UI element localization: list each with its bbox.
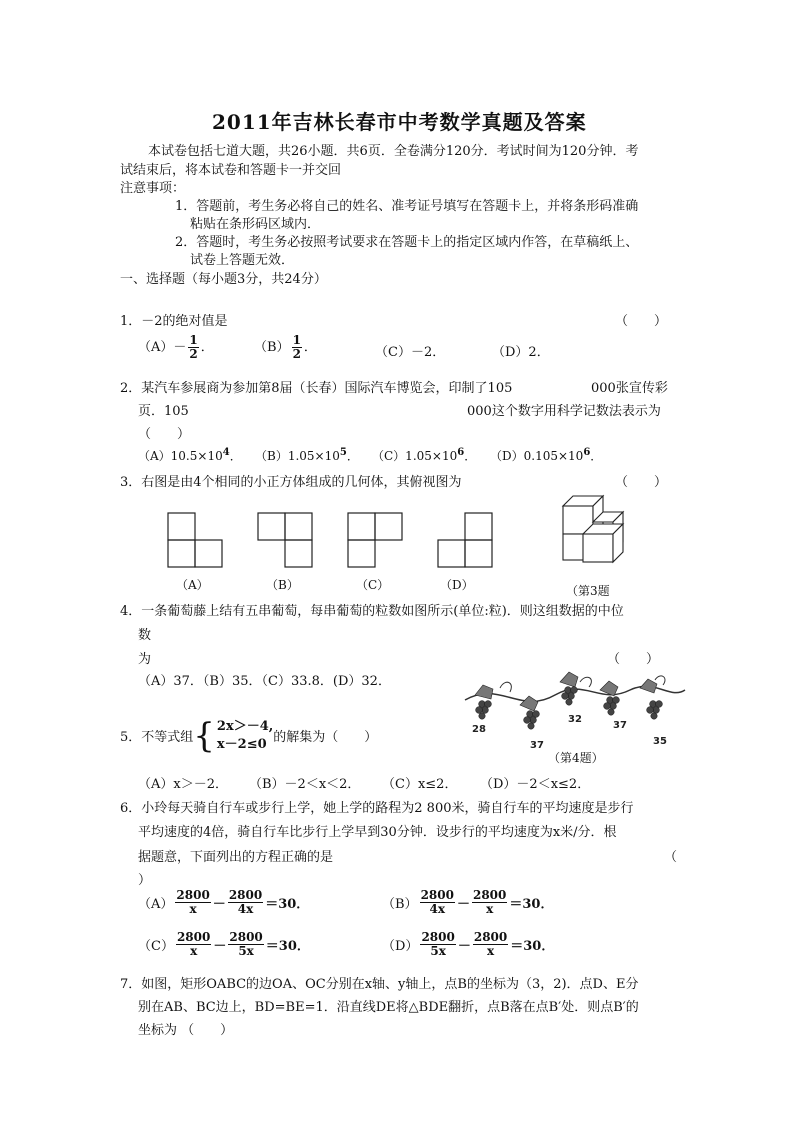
note-1-line-1: 1．答题前，考生务必将自己的姓名、准考证号填写在答题卡上，并将条形码准确 [175, 199, 639, 214]
q3-label-b: （B） [266, 578, 299, 592]
q5-stem: 5．不等式组 { 2x＞－4, x－2≤0 的解集为（ ） [120, 715, 378, 756]
q1-fraction-a: $\frac{1}{2}$ [189, 333, 198, 362]
q1-option-c: （C）－2． [375, 345, 446, 360]
q2-line-2b: 000这个数字用科学记数法表示为 [467, 404, 661, 419]
q4-line-1: 4．一条葡萄藤上结有五串葡萄，每串葡萄的粒数如图所示(单位:粒)．则这组数据的中位 [120, 604, 624, 619]
q2-line-1a: 2．某汽车参展商为参加第8届（长春）国际汽车博览会，印制了105 [120, 381, 513, 396]
q7-line-2: 别在AB、BC边上，BD=BE=1．沿直线DE将△BDE翻折，点B落在点B′处．则点B′的 [138, 1000, 639, 1015]
q2-option-a: $(A)10.5\times 10^4$． [138, 447, 242, 463]
q3-top-view-options [160, 505, 500, 575]
q1-answer-paren: （ ） [615, 314, 668, 329]
note-2-line-1: 2．答题时，考生务必按照考试要求在答题卡上的指定区域内作答，在草稿纸上、 [175, 235, 639, 250]
q7-line-1: 7．如图，矩形OABC的边OA、OC分别在x轴、y轴上，点B的坐标为（3，2)．点D、E分 [120, 977, 639, 992]
note-2-line-2: 试卷上答题无效． [190, 253, 295, 268]
q5-option-b: （B）－2＜x＜2． [249, 777, 361, 792]
q3-answer-paren: （ ） [615, 475, 668, 490]
q6-paren-open: （ [664, 850, 678, 865]
intro-line-2: 试结束后，将本试卷和答题卡一并交回 [120, 163, 342, 178]
q2-answer-paren: （ ） [138, 427, 191, 442]
q6-paren-close: ） [138, 873, 152, 888]
q3-stem: 3．右图是由4个相同的小正方体组成的几何体，其俯视图为 [120, 475, 462, 490]
q3-label-a: （A） [176, 578, 209, 592]
q4-count-4: 37 [613, 720, 627, 731]
notes-title: 注意事项： [120, 181, 186, 196]
q5-option-c: （C）x≤2． [382, 777, 458, 792]
q6-option-b: （B） $\frac{2800}{4x}$ － $\frac{2800}{x}$ ＝30． [382, 888, 554, 917]
q3-cube-solid-figure [555, 492, 635, 582]
q4-count-5: 35 [653, 736, 667, 747]
q1-option-a: （A）－ $\frac{1}{2}$ ． [138, 333, 214, 362]
q3-option-b-figure [258, 513, 312, 567]
q6-option-a: （A） $\frac{2800}{x}$ － $\frac{2800}{4x}$ ＝30． [138, 888, 310, 917]
q1-fraction-b: $\frac{1}{2}$ [292, 333, 301, 362]
page-title: 2011年吉林长春市中考数学真题及答案 [212, 110, 587, 134]
q2-option-c: $(C)1.05\times 10^6$． [372, 447, 477, 463]
q2-line-2a: 页．105 [138, 404, 189, 419]
q3-label-d: （D） [440, 578, 474, 592]
q6-line-3: 据题意，下面列出的方程正确的是 [138, 850, 334, 865]
q6-line-2: 平均速度的4倍，骑自行车比步行上学早到30分钟．设步行的平均速度为x米/分．根 [138, 825, 617, 840]
intro-line-1: 本试卷包括七道大题，共26小题．共6页．全卷满分120分．考试时间为120分钟．考 [148, 144, 639, 159]
q3-label-c: （C） [356, 578, 390, 592]
q4-line-2: 数 [138, 628, 152, 643]
q3-option-a-figure [168, 513, 222, 567]
q3-option-c-figure [348, 513, 402, 567]
q4-line-3: 为 [138, 652, 152, 667]
q3-option-d-figure [438, 513, 492, 567]
q5-option-a: （A）x＞－2． [138, 777, 228, 792]
q5-option-d: （D）－2＜x≤2． [480, 777, 591, 792]
q7-line-3: 坐标为 （ ） [138, 1023, 234, 1038]
note-1-line-2: 粘贴在条形码区域内． [190, 217, 321, 232]
q3-figure-caption: （第3题 [566, 584, 610, 598]
q2-line-1b: 000张宣传彩 [591, 381, 668, 396]
q4-count-1: 28 [472, 724, 486, 735]
q4-answer-paren: （ ） [607, 652, 660, 667]
q6-line-1: 6．小玲每天骑自行车或步行上学，她上学的路程为2 800米，骑自行车的平均速度是步行 [120, 801, 634, 816]
section-1-heading: 一、选择题（每小题3分，共24分） [120, 272, 327, 287]
q2-option-b: $(B)1.05\times 10^5$． [255, 447, 359, 463]
q2-option-d: $(D)0.105\times 10^6$． [490, 447, 603, 463]
q5-inequality-system: { 2x＞－4, x－2≤0 [193, 715, 274, 756]
q6-option-d: （D） $\frac{2800}{5x}$ － $\frac{2800}{x}$ ＝30． [382, 930, 555, 959]
q4-options: （A）37．（B）35．（C）33.8．(D）32． [138, 674, 391, 689]
q1-option-d: （D）2． [492, 345, 550, 360]
q1-option-b: （B） $\frac{1}{2}$ ． [254, 333, 317, 362]
q4-count-3: 32 [568, 714, 582, 725]
q1-stem: 1．－2的绝对值是 [120, 314, 228, 329]
q4-figure-caption: （第4题） [548, 751, 604, 765]
q6-option-c: （C） $\frac{2800}{x}$ － $\frac{2800}{5x}$ ＝30． [138, 930, 310, 959]
q4-count-2: 37 [530, 740, 544, 751]
